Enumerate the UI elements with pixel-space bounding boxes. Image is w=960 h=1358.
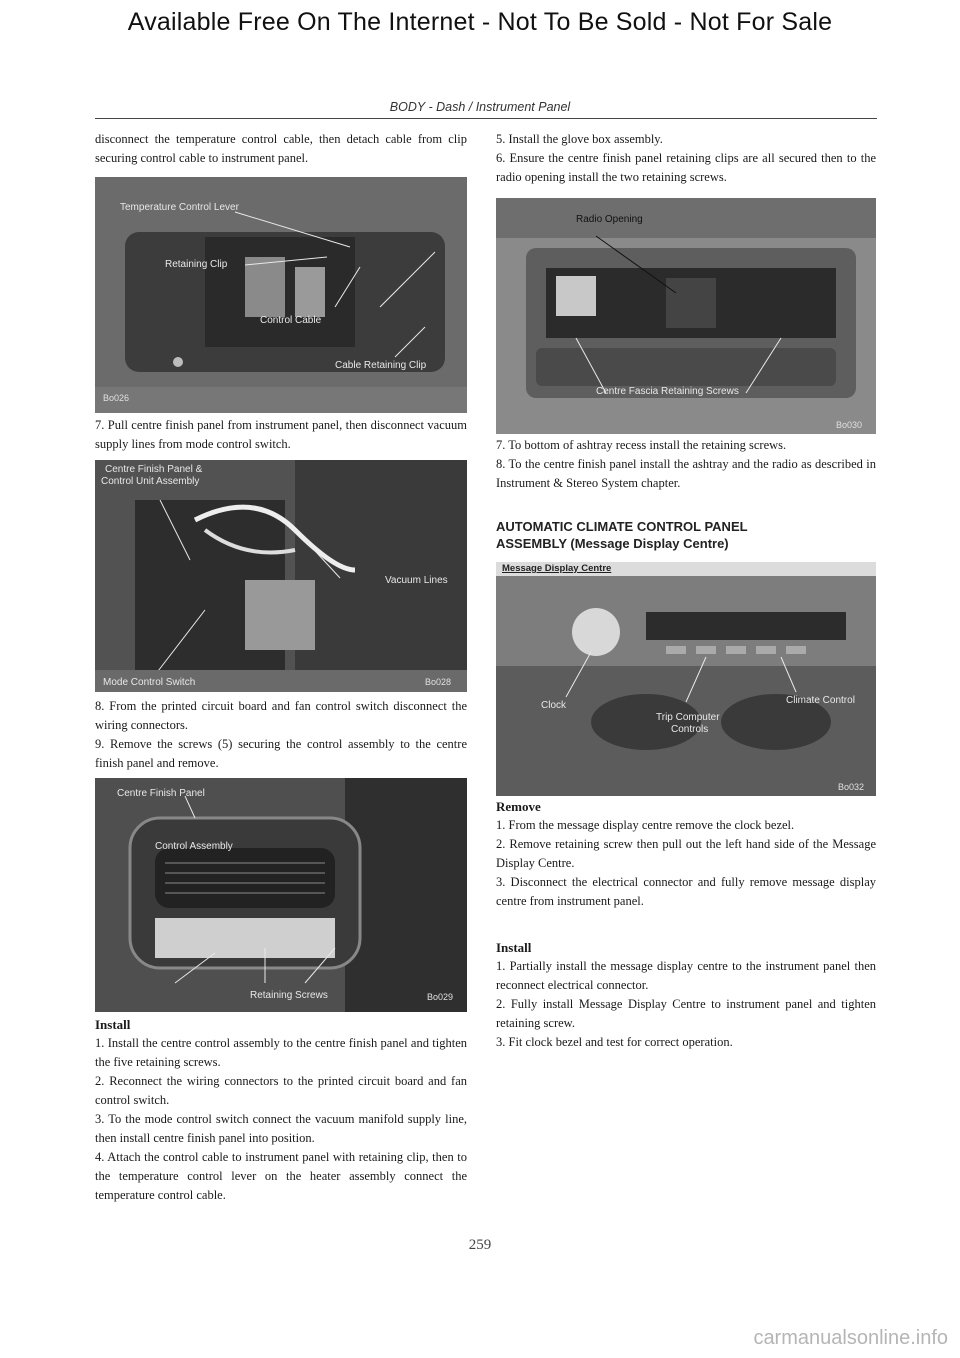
photo1-label-1: Temperature Control Lever: [120, 202, 239, 213]
page-number: 259: [468, 1237, 492, 1253]
watermark-text: carmanualsonline.info: [753, 1327, 948, 1349]
photo2-label-2: Control Unit Assembly: [101, 476, 200, 487]
photo5-header: Message Display Centre: [502, 563, 612, 574]
photo5-label-3: Trip Computer: [656, 712, 720, 723]
right-install-step-2: 2. Fully install Message Display Centre to instrument panel and tighten retaining screw.: [496, 997, 876, 1030]
left-paragraph-3: 8. From the printed circuit board and fan control switch disconnect the wiring connectors.: [95, 699, 467, 732]
photo-vacuum-lines: [95, 460, 467, 692]
right-install-step-1: 1. Partially install the message display centre to the instrument panel then reconnect electrical connector.: [496, 959, 876, 992]
photo1-label-2: Retaining Clip: [165, 259, 228, 270]
right-install-section: [496, 938, 876, 1052]
photo1-label-4: Cable Retaining Clip: [335, 360, 427, 371]
photo-message-display-centre: [496, 562, 876, 796]
photo5-label-2: Climate Control: [786, 695, 855, 706]
photo-radio-opening: [496, 198, 876, 434]
section-title-line-2: ASSEMBLY (Message Display Centre): [496, 536, 729, 551]
photo4-label-1: Radio Opening: [576, 214, 643, 225]
photo-control-assembly: [95, 778, 467, 1012]
right-install-heading: Install: [496, 940, 532, 955]
right-steps-7-8: [496, 436, 876, 493]
photo5-label-1: Clock: [541, 700, 567, 711]
right-install-step-3: 3. Fit clock bezel and test for correct operation.: [496, 1035, 733, 1049]
section-title: [496, 518, 876, 552]
left-paragraph-1: disconnect the temperature control cable, then detach cable from clip securing control cable to instrument panel.: [95, 132, 467, 165]
photo5-header-bar: [496, 562, 876, 576]
right-intro: [496, 130, 876, 187]
running-head: BODY - Dash / Instrument Panel: [389, 100, 571, 114]
photo-control-assembly-drawing: [95, 778, 467, 1012]
left-intro: [95, 130, 467, 168]
right-paragraph-4: 8. To the centre finish panel install the ashtray and the radio as described in Instrument & Stereo System chapter.: [496, 457, 876, 490]
photo5-label-4: Controls: [671, 724, 709, 735]
left-install-step-3: 3. To the mode control switch connect the vacuum manifold supply line, then install centre finish panel into position.: [95, 1112, 467, 1145]
right-remove-heading: Remove: [496, 799, 541, 814]
photo3-label-1: Centre Finish Panel: [117, 788, 205, 799]
photo1-code: Bo026: [103, 393, 130, 403]
photo3-code: Bo029: [427, 992, 454, 1002]
section-title-line-1: AUTOMATIC CLIMATE CONTROL PANEL: [496, 519, 748, 534]
left-install-section: [95, 1015, 467, 1205]
left-install-step-4: 4. Attach the control cable to instrument panel with retaining clip, then to the temperature control lever on the heater assembly connect the temperature control cable.: [95, 1150, 467, 1202]
right-paragraph-3: 7. To bottom of ashtray recess install the retaining screws.: [496, 438, 787, 452]
photo-radio-opening-drawing: [496, 198, 876, 434]
left-install-step-1: 1. Install the centre control assembly to the centre finish panel and tighten the five retaining screws.: [95, 1036, 467, 1069]
header-rule: [95, 118, 877, 119]
left-steps-8-9: [95, 697, 467, 773]
photo4-code: Bo030: [836, 420, 863, 430]
photo2-label-1: Centre Finish Panel &: [105, 464, 203, 475]
photo1-label-3: Control Cable: [260, 315, 322, 326]
photo2-label-4: Mode Control Switch: [103, 677, 196, 688]
left-step-7: [95, 416, 467, 454]
right-remove-step-3: 3. Disconnect the electrical connector and fully remove message display centre from instrument panel.: [496, 875, 876, 908]
banner-text: Available Free On The Internet - Not To Be Sold - Not For Sale: [127, 8, 833, 36]
photo2-label-3: Vacuum Lines: [385, 575, 448, 586]
photo-message-display-drawing: [496, 562, 876, 796]
right-remove-section: [496, 797, 876, 911]
photo3-label-2: Control Assembly: [155, 841, 233, 852]
right-remove-step-1: 1. From the message display centre remove the clock bezel.: [496, 818, 795, 832]
photo4-label-2: Centre Fascia Retaining Screws: [596, 386, 739, 397]
left-paragraph-4: 9. Remove the screws (5) securing the control assembly to the centre finish panel and remove.: [95, 737, 467, 770]
right-remove-step-2: 2. Remove retaining screw then pull out the left hand side of the Message Display Centre.: [496, 837, 876, 870]
right-paragraph-1: 5. Install the glove box assembly.: [496, 132, 663, 146]
left-install-step-2: 2. Reconnect the wiring connectors to the printed circuit board and fan control switch.: [95, 1074, 467, 1107]
photo2-code: Bo028: [425, 677, 452, 687]
photo5-code: Bo032: [838, 782, 865, 792]
right-paragraph-2: 6. Ensure the centre finish panel retaining clips are all secured then to the radio opening install the two retaining screws.: [496, 151, 876, 184]
photo-temperature-control: [95, 177, 467, 413]
photo3-label-3: Retaining Screws: [250, 990, 328, 1001]
left-paragraph-2: 7. Pull centre finish panel from instrument panel, then disconnect vacuum supply lines from mode control switch.: [95, 418, 467, 451]
left-install-heading: Install: [95, 1017, 131, 1032]
